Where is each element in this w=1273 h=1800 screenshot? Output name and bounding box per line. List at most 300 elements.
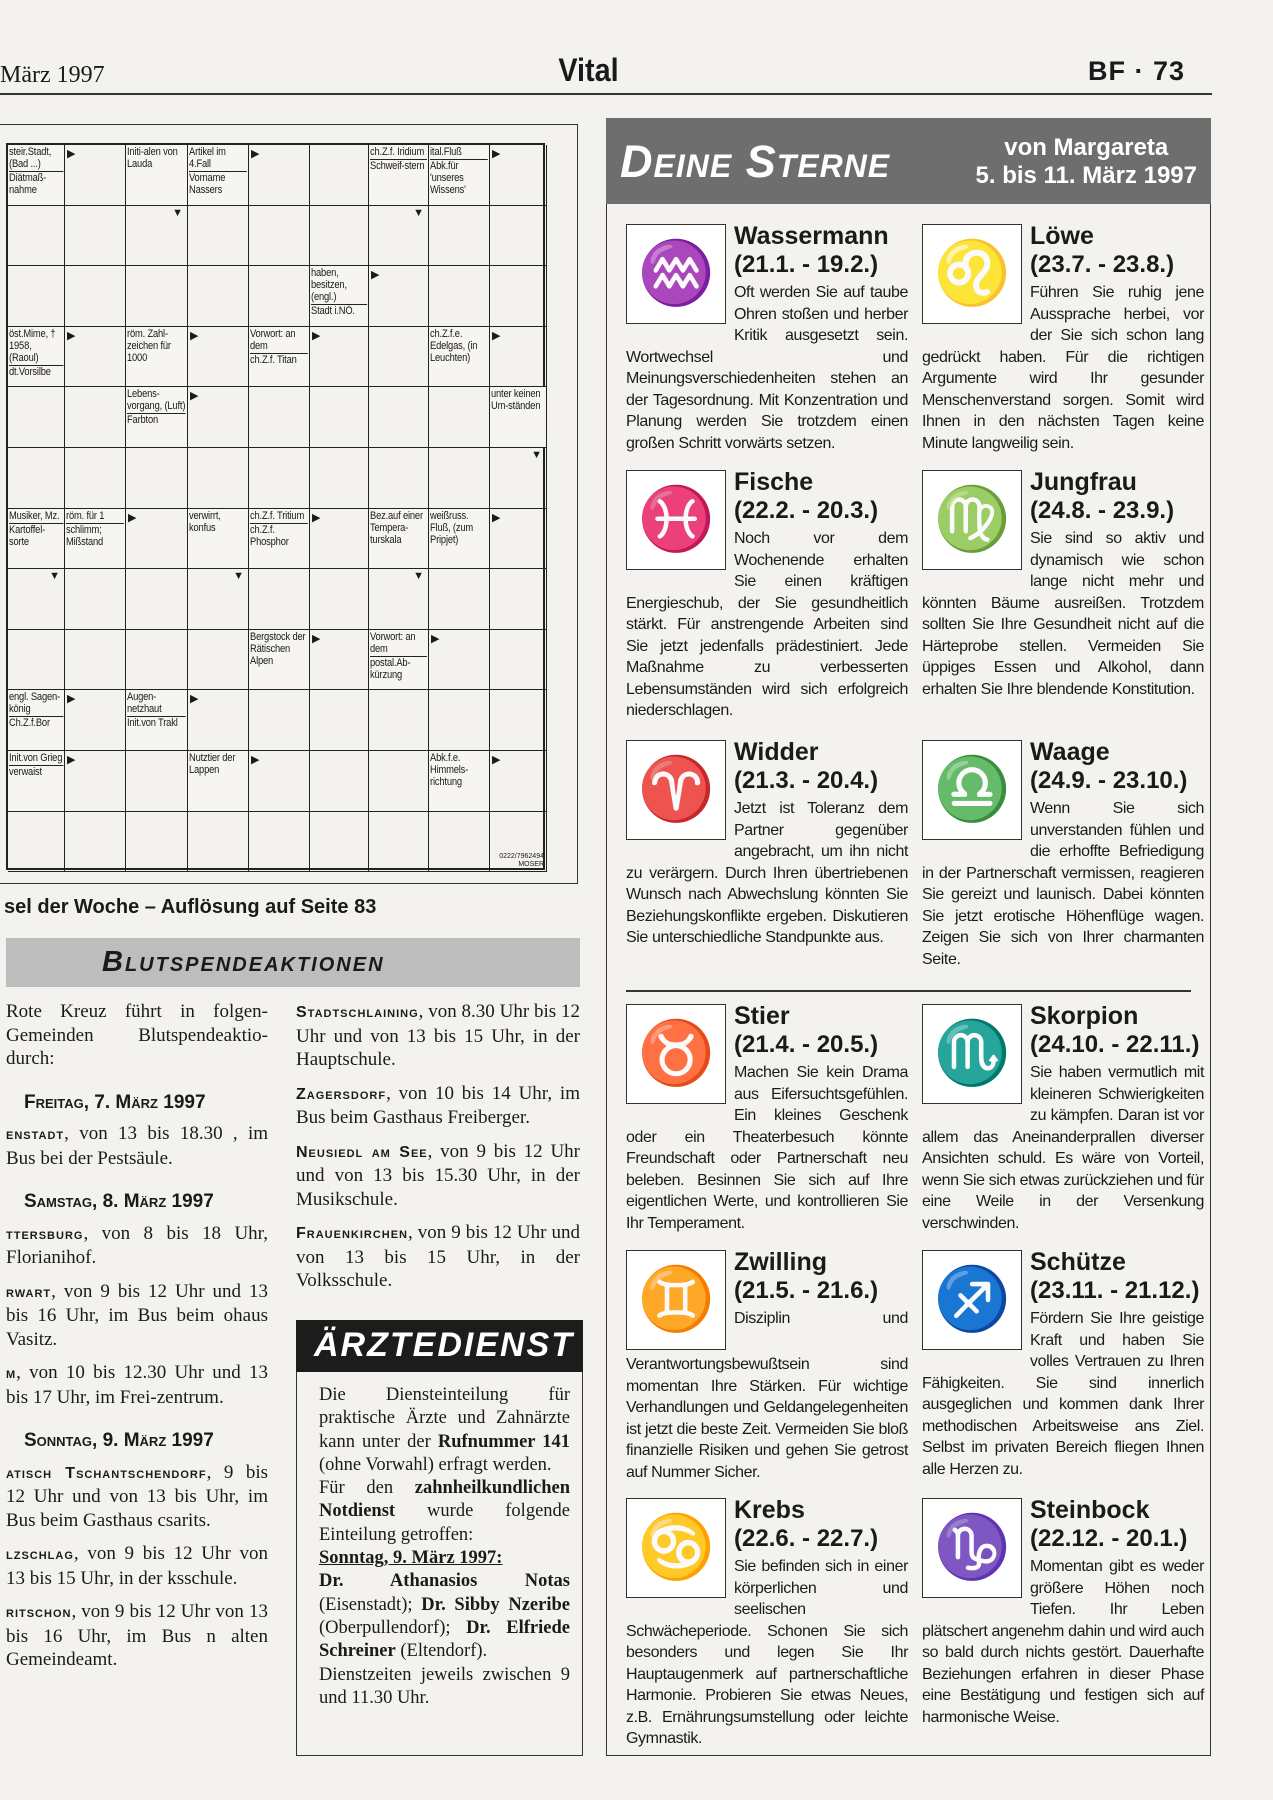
crossword-cell[interactable] xyxy=(188,448,249,509)
crossword-clue-cell[interactable] xyxy=(249,509,310,570)
sign-text: Momentan gibt es weder größere Höhen noch Tiefen. Ihr Leben plätschert angenehm dahin und wird auch so bald durch nichts gestört. Dauerhafte Beziehungen erfahren in dieser Phase eine Bestätigung und festigen sich auf harmonische Weise. xyxy=(922,1558,1204,1726)
crossword-cell[interactable] xyxy=(490,509,547,570)
crossword-clue: ch.Z.f. Iridium xyxy=(370,146,427,160)
sign-name: Wassermann xyxy=(734,222,889,250)
doctors-service-text xyxy=(319,1384,570,1710)
crossword-clue: unter keinen Um-ständen xyxy=(491,388,541,413)
entry-text: , von 10 bis 14 Uhr, im Bus beim Gasthaus Freiberger. xyxy=(296,1082,580,1128)
crossword-clue: Init.von Grieg xyxy=(9,752,63,764)
header-rule xyxy=(0,93,1212,95)
arrow-right-icon: ▶ xyxy=(251,148,260,160)
sign-text: Führen Sie ruhig jene Aussprache herbei, vor der Sie sich schon lang gedrückt haben. Für die richtigen Argumente wird Ihr gesunder Menschenverstand sorgen. Somit wird Ihnen in den nächsten Tagen keine Minute langweilig sein. xyxy=(922,284,1204,452)
arrow-right-icon: ▶ xyxy=(431,632,440,645)
clue-stack xyxy=(9,328,63,379)
crossword-clue: weißruss. Fluß, (zum Pripjet) xyxy=(430,509,473,546)
sign-dates: (22.6. - 22.7.) xyxy=(734,1525,879,1552)
clue-stack xyxy=(189,146,247,197)
crossword-cell[interactable] xyxy=(369,448,429,509)
sign-dates: (24.9. - 23.10.) xyxy=(1030,767,1188,794)
place-name: rwart xyxy=(6,1283,52,1301)
crossword-cell[interactable] xyxy=(310,387,369,448)
crossword-cell[interactable] xyxy=(126,569,188,630)
crossword-clue-cell[interactable] xyxy=(188,145,249,206)
credit-line: 0222/7962494 xyxy=(499,853,544,861)
crossword-cell[interactable] xyxy=(249,145,310,206)
crossword-clue: Lebens-vorgang, (Luft) xyxy=(127,388,186,413)
arrow-right-icon: ▶ xyxy=(312,511,321,524)
horoscope-steinbock xyxy=(922,1496,1204,1728)
clue-stack xyxy=(370,510,427,547)
place-name: enstadt xyxy=(6,1126,65,1143)
donation-entry xyxy=(6,1000,268,1071)
crossword-cell[interactable] xyxy=(249,448,310,509)
crossword-cell[interactable] xyxy=(490,812,547,873)
crossword-clue: ch.Z.f.e. Edelgas, (in Leuchten) xyxy=(430,327,478,364)
crossword-cell[interactable] xyxy=(369,812,429,873)
sign-dates: (21.3. - 20.4.) xyxy=(734,767,879,794)
crossword-cell[interactable] xyxy=(310,145,369,206)
sign-dates: (24.8. - 23.9.) xyxy=(1030,497,1175,524)
crossword-clue: Schweif-stern xyxy=(370,160,425,172)
blood-donation-title: Blutspendeaktionen xyxy=(102,946,385,978)
crossword-clue: Musiker, Mz. xyxy=(9,510,63,524)
crossword-cell[interactable] xyxy=(188,387,249,448)
clue-stack xyxy=(127,146,186,171)
blood-donation-left-column xyxy=(6,1000,268,1682)
arrow-right-icon: ▶ xyxy=(251,754,260,766)
crossword-cell[interactable] xyxy=(65,630,126,691)
crossword-clue: röm. für 1 xyxy=(66,510,124,524)
crossword-clue: ch.Z.f. Tritium xyxy=(250,510,308,524)
aquarius-icon: ♒ xyxy=(626,224,726,324)
crossword-cell[interactable] xyxy=(65,327,126,388)
entry-text: , von 8.30 Uhr bis 12 Uhr und von 13 bis 15 Uhr, in der Hauptschule. xyxy=(296,1001,580,1070)
crossword-cell[interactable] xyxy=(8,266,65,327)
crossword-cell[interactable] xyxy=(65,206,126,267)
crossword-clue: Abk.f.e. Himmels-richtung xyxy=(430,752,469,788)
clue-stack xyxy=(189,510,247,535)
crossword-clue-cell[interactable] xyxy=(249,630,310,691)
crossword-cell[interactable] xyxy=(8,812,65,873)
day-heading: Sonntag, 9. März 1997 xyxy=(24,1430,214,1451)
arrow-down-icon: ▼ xyxy=(413,570,424,583)
donation-entry xyxy=(6,1542,268,1590)
crossword-cell[interactable] xyxy=(429,206,490,267)
crossword-clue-cell[interactable] xyxy=(429,751,490,812)
crossword-clue-cell[interactable] xyxy=(369,145,429,206)
crossword-clue-cell[interactable] xyxy=(429,327,490,388)
crossword-clue-cell[interactable] xyxy=(8,690,65,751)
crossword-cell[interactable] xyxy=(249,812,310,873)
entry-text: , 9 bis 12 Uhr und von 13 bis Uhr, im Bus beim Gasthaus csarits. xyxy=(6,1461,268,1531)
entry-text: , von 8 bis 18 Uhr, Florianihof. xyxy=(6,1222,268,1268)
crossword-clue-cell[interactable] xyxy=(65,509,126,570)
period: 5. bis 11. März 1997 xyxy=(975,162,1197,189)
clue-stack xyxy=(430,328,488,365)
arrow-right-icon: ▶ xyxy=(492,511,501,524)
text: (ohne Vorwahl) erfragt werden. xyxy=(319,1454,552,1475)
crossword-clue: Initi-alen von Lauda xyxy=(127,146,178,170)
crossword-clue-cell[interactable] xyxy=(8,327,65,388)
crossword-grid xyxy=(6,143,545,870)
sign-name: Skorpion xyxy=(1030,1002,1139,1030)
donation-entry xyxy=(296,1221,580,1293)
crossword-cell[interactable] xyxy=(369,751,429,812)
page-number: BF · 73 xyxy=(1088,56,1186,86)
sign-name: Löwe xyxy=(1030,222,1094,250)
arrow-right-icon: ▶ xyxy=(190,693,199,706)
blood-donation-right-column xyxy=(296,1000,580,1303)
place-name: m xyxy=(6,1365,17,1382)
entry-text: , von 9 bis 12 Uhr und von 13 bis 15 Uhr, in der Volksschule. xyxy=(296,1222,580,1291)
sign-name: Steinbock xyxy=(1030,1496,1150,1524)
horoscope-skorpion xyxy=(922,1002,1204,1234)
sign-name: Jungfrau xyxy=(1030,468,1137,496)
sign-dates: (21.1. - 19.2.) xyxy=(734,251,879,278)
entry-text: , von 13 bis 18.30 , im Bus bei der Pestsäule. xyxy=(6,1123,268,1169)
clue-stack xyxy=(370,631,427,682)
sign-name: Waage xyxy=(1030,738,1110,766)
crossword-clue: Augen-netzhaut xyxy=(127,691,186,717)
crossword-cell[interactable] xyxy=(310,509,369,570)
crossword-cell[interactable] xyxy=(249,387,310,448)
credit-line: MOSER xyxy=(518,861,544,869)
donation-entry xyxy=(6,1222,268,1270)
arrow-right-icon: ▶ xyxy=(67,148,76,160)
clue-stack xyxy=(311,267,367,318)
sign-text: Sie befinden sich in einer körperlichen und seelischen Schwächeperiode. Schonen Sie sich besonders und legen Sie Ihr Hauptaugenmerk auf partnerschaftliche Harmonie. Probieren Sie etwas Neues, z.B. Ernährungsumstellung oder leichte Gymnastik. xyxy=(626,1558,908,1747)
crossword-cell[interactable] xyxy=(429,387,490,448)
sign-text: Machen Sie kein Drama aus Eifersuchtsgefühlen. Ein kleines Geschenk oder ein Theaterbesuch könnte Freundschaft oder Partnerschaft neu beleben. Besinnen Sie sich auf Ihre eigentlichen Werte, und kontrollieren Sie Ihr Temperament. xyxy=(626,1064,908,1232)
crossword-clue: postal.Ab-kürzung xyxy=(370,656,411,681)
cancer-icon: ♋ xyxy=(626,1498,726,1598)
crossword-cell[interactable] xyxy=(310,327,369,388)
clue-stack xyxy=(430,146,488,197)
crossword-cell[interactable] xyxy=(429,812,490,873)
horoscope-krebs xyxy=(626,1496,908,1750)
entry-text: , von 9 bis 12 Uhr von 13 bis 16 Uhr, im Bus n alten Gemeindeamt. xyxy=(6,1601,268,1670)
donation-entry xyxy=(6,1461,268,1533)
clue-stack xyxy=(9,691,63,730)
crossword-clue: Diätmaß-nahme xyxy=(9,172,47,196)
divider xyxy=(626,990,1191,992)
place-name: atisch Tschantschendorf xyxy=(6,1464,207,1482)
horoscope-löwe xyxy=(922,222,1204,454)
place-name: Neusiedl am See xyxy=(296,1143,428,1161)
donation-entry xyxy=(296,1000,580,1072)
crossword-clue: steir.Stadt, (Bad ...) xyxy=(9,146,63,172)
crossword-cell[interactable] xyxy=(429,266,490,327)
crossword-clue-cell[interactable] xyxy=(490,387,547,448)
crossword-cell[interactable] xyxy=(188,266,249,327)
donation-entry xyxy=(6,1122,268,1170)
crossword-cell[interactable] xyxy=(310,812,369,873)
entry-text: , von 10 bis 12.30 Uhr und 13 bis 17 Uhr, im Frei-zentrum. xyxy=(6,1362,268,1408)
horoscope-byline xyxy=(976,134,1197,190)
sign-name: Stier xyxy=(734,1002,790,1030)
text-bold: zahnheilkundlichen Notdienst xyxy=(319,1478,570,1522)
crossword-caption: sel der Woche – Auflösung auf Seite 83 xyxy=(4,896,377,918)
crossword-cell[interactable] xyxy=(369,690,429,751)
crossword-cell[interactable] xyxy=(188,690,249,751)
horoscope-waage xyxy=(922,738,1204,970)
place-name: ttersburg xyxy=(6,1225,84,1243)
place-name: ritschon xyxy=(6,1604,72,1621)
entry-text: Rote Kreuz führt in folgen- Gemeinden Blutspendeaktio- durch: xyxy=(6,1001,268,1069)
arrow-right-icon: ▶ xyxy=(492,329,501,342)
crossword-cell[interactable] xyxy=(490,266,547,327)
crossword-cell[interactable] xyxy=(126,812,188,873)
doctor-name: Dr. Sibby Nzeribe xyxy=(421,1594,570,1615)
crossword-cell[interactable] xyxy=(429,448,490,509)
crossword-cell[interactable] xyxy=(490,448,547,509)
crossword-cell[interactable] xyxy=(310,630,369,691)
arrow-right-icon: ▶ xyxy=(190,329,199,342)
crossword-cell[interactable] xyxy=(65,145,126,206)
crossword-clue: haben, besitzen, (engl.) xyxy=(311,267,367,305)
crossword-clue: Bergstock der Rätischen Alpen xyxy=(250,630,306,667)
crossword-clue: öst.Mime, † 1958, (Raoul) xyxy=(9,328,63,366)
sign-text: Jetzt ist Toleranz dem Partner gegenüber angebracht, um ihn nicht zu verärgern. Durch Ihren übertriebenen Wunsch nach Abwechslung könnten Sie Beziehungskonflikte ergeben. Diskutieren Sie unterschiedliche Standpunkte aus. xyxy=(626,800,908,946)
crossword-cell[interactable] xyxy=(310,448,369,509)
crossword-cell[interactable] xyxy=(310,751,369,812)
crossword-cell[interactable] xyxy=(249,266,310,327)
crossword-cell[interactable] xyxy=(8,387,65,448)
crossword-clue: Nutztier der Lappen xyxy=(189,752,236,776)
place-name: Frauenkirchen xyxy=(296,1225,408,1242)
crossword-cell[interactable] xyxy=(369,569,429,630)
arrow-right-icon: ▶ xyxy=(312,329,321,342)
donation-entry xyxy=(296,1140,580,1212)
clue-stack xyxy=(9,146,63,197)
crossword-clue: Vorwort: an dem xyxy=(250,328,308,354)
place-name: lzschlag xyxy=(6,1546,74,1563)
crossword-clue: verwaist xyxy=(9,766,42,778)
clue-stack xyxy=(127,328,186,365)
crossword-cell[interactable] xyxy=(429,569,490,630)
service-date: Sonntag, 9. März 1997: xyxy=(319,1548,503,1569)
crossword-cell[interactable] xyxy=(490,751,547,812)
crossword-cell[interactable] xyxy=(65,690,126,751)
doctor-place: (Oberpullendorf); xyxy=(319,1617,467,1638)
clue-stack xyxy=(189,752,247,777)
crossword-clue: Bez.auf einer Tempera-turskala xyxy=(370,509,423,546)
crossword-cell[interactable] xyxy=(369,266,429,327)
crossword-credit xyxy=(499,853,544,869)
crossword-clue-cell[interactable] xyxy=(126,387,188,448)
author: von Margareta xyxy=(1004,134,1169,161)
crossword-cell[interactable] xyxy=(65,569,126,630)
taurus-icon: ♉ xyxy=(626,1004,726,1104)
crossword-clue-cell[interactable] xyxy=(369,630,429,691)
crossword-cell[interactable] xyxy=(429,630,490,691)
sign-text: Sie haben vermutlich mit kleineren Schwierigkeiten zu kämpfen. Daran ist vor allem das Aneinanderprallen diverser Ansichten schuld. Es wäre von Vorteil, wenn Sie sich etwas zurückziehen und für eine Weile in der Versenkung verschwinden. xyxy=(922,1064,1204,1232)
horoscope-stier xyxy=(626,1002,908,1234)
horoscope-wassermann xyxy=(626,222,908,454)
doctor-place: (Eltendorf). xyxy=(395,1641,488,1662)
crossword-cell[interactable] xyxy=(126,630,188,691)
crossword-cell[interactable] xyxy=(65,387,126,448)
arrow-right-icon: ▶ xyxy=(190,390,199,403)
crossword-cell[interactable] xyxy=(490,145,547,206)
crossword-cell[interactable] xyxy=(490,327,547,388)
clue-stack xyxy=(430,510,488,547)
crossword-clue: Init.von Trakl xyxy=(127,717,178,730)
sign-text: Disziplin und Verantwortungsbewußtsein sind momentan Ihre Stärken. Für wichtige Verhandlungen und Geldangelegenheiten ist jetzt die beste Zeit. Vermeiden Sie bloß finanzielle Risiken und gehen Sie getrost auf Nummer Sicher. xyxy=(626,1310,908,1481)
place-name: Stadtschlaining xyxy=(296,1004,419,1021)
crossword-cell[interactable] xyxy=(126,751,188,812)
text: Für den xyxy=(319,1478,415,1499)
service-hours: Dienstzeiten jeweils zwischen 9 und 11.30 Uhr. xyxy=(319,1664,570,1708)
crossword-cell[interactable] xyxy=(369,387,429,448)
virgo-icon: ♍ xyxy=(922,470,1022,570)
arrow-right-icon: ▶ xyxy=(67,693,76,706)
crossword-cell[interactable] xyxy=(249,569,310,630)
crossword-cell[interactable] xyxy=(8,630,65,691)
phone-number: Rufnummer 141 xyxy=(437,1431,570,1452)
sign-dates: (22.12. - 20.1.) xyxy=(1030,1525,1188,1552)
crossword-cell[interactable] xyxy=(249,751,310,812)
arrow-right-icon: ▶ xyxy=(67,754,76,766)
arrow-right-icon: ▶ xyxy=(128,511,137,524)
crossword-clue-cell[interactable] xyxy=(8,509,65,570)
sign-dates: (22.2. - 20.3.) xyxy=(734,497,879,524)
crossword-cell[interactable] xyxy=(188,206,249,267)
sign-name: Widder xyxy=(734,738,819,766)
crossword-cell[interactable] xyxy=(188,569,249,630)
crossword-cell[interactable] xyxy=(126,509,188,570)
crossword-cell[interactable] xyxy=(310,206,369,267)
crossword-cell[interactable] xyxy=(369,327,429,388)
crossword-clue: ch.Z.f. Phosphor xyxy=(250,523,289,548)
crossword-cell[interactable] xyxy=(249,206,310,267)
crossword-clue: Stadt i.NÖ. xyxy=(311,305,355,318)
sign-name: Zwilling xyxy=(734,1248,828,1276)
crossword-cell[interactable] xyxy=(249,690,310,751)
text: wurde folgende Einteilung getroffen: xyxy=(319,1501,570,1545)
crossword-cell[interactable] xyxy=(188,630,249,691)
crossword-clue-cell[interactable] xyxy=(8,751,65,812)
sign-dates: (23.11. - 21.12.) xyxy=(1030,1277,1200,1304)
donation-entry xyxy=(6,1280,268,1352)
arrow-down-icon: ▼ xyxy=(531,449,542,461)
crossword-cell[interactable] xyxy=(490,690,547,751)
entry-text: , von 9 bis 12 Uhr und 13 bis 16 Uhr, im Bus beim ohaus Vasitz. xyxy=(6,1280,268,1350)
crossword-clue-cell[interactable] xyxy=(429,509,490,570)
sign-name: Schütze xyxy=(1030,1248,1126,1276)
crossword-cell[interactable] xyxy=(65,448,126,509)
crossword-cell[interactable] xyxy=(65,266,126,327)
clue-stack xyxy=(430,752,488,789)
doctor-name: Dr. Elfriede Schreiner xyxy=(319,1617,570,1662)
aries-icon: ♈ xyxy=(626,740,726,840)
crossword-cell[interactable] xyxy=(490,206,547,267)
crossword-cell[interactable] xyxy=(490,630,547,691)
crossword-cell[interactable] xyxy=(8,569,65,630)
horoscope-zwilling xyxy=(626,1248,908,1483)
sign-name: Krebs xyxy=(734,1496,805,1524)
arrow-right-icon: ▶ xyxy=(492,148,501,160)
arrow-down-icon: ▼ xyxy=(233,570,244,583)
section-title: Vital xyxy=(558,52,619,88)
crossword-cell[interactable] xyxy=(188,812,249,873)
crossword-cell[interactable] xyxy=(126,266,188,327)
sign-text: Wenn Sie sich unverstanden fühlen und die erhoffte Befriedigung in der Partnerschaft vermissen, reagieren Sie gereizt und launisch. Dabei könnten Sie jetzt erotische Höhenflüge wagen. Zeigen Sie sich von Ihrer charmanten Seite. xyxy=(922,800,1204,968)
day-heading: Freitag, 7. März 1997 xyxy=(24,1091,206,1113)
day-heading: Samstag, 8. März 1997 xyxy=(24,1191,214,1212)
crossword-clue: röm. Zahl-zeichen für 1000 xyxy=(127,327,171,364)
arrow-down-icon: ▼ xyxy=(49,570,60,583)
horoscope-widder xyxy=(626,738,908,949)
sign-dates: (21.5. - 21.6.) xyxy=(734,1277,879,1304)
doctor-place: (Eisenstadt); xyxy=(319,1594,422,1615)
crossword-cell[interactable] xyxy=(126,448,188,509)
crossword-clue: Vorname Nassers xyxy=(189,172,226,196)
crossword-cell[interactable] xyxy=(65,812,126,873)
crossword-clue: ital.Fluß xyxy=(430,146,488,160)
crossword-cell[interactable] xyxy=(126,206,188,267)
crossword-cell[interactable] xyxy=(65,751,126,812)
crossword-clue-cell[interactable] xyxy=(126,690,188,751)
place-name: Zagersdorf xyxy=(296,1085,387,1103)
horoscope-jungfrau xyxy=(922,468,1204,700)
crossword-clue-cell[interactable] xyxy=(310,266,369,327)
arrow-down-icon: ▼ xyxy=(172,206,183,219)
capricorn-icon: ♑ xyxy=(922,1498,1022,1598)
doctors-service-title: ÄRZTEDIENST xyxy=(296,1320,583,1372)
crossword-clue: Kartoffel-sorte xyxy=(9,523,46,548)
crossword-clue-cell[interactable] xyxy=(126,145,188,206)
crossword-clue: schlimm; Mißstand xyxy=(66,523,104,548)
crossword-clue-cell[interactable] xyxy=(369,509,429,570)
crossword-clue: dt.Vorsilbe xyxy=(9,365,51,378)
text: Die Diensteinteilung für praktische Ärzte und Zahnärzte kann unter der xyxy=(319,1385,570,1452)
crossword-clue-cell[interactable] xyxy=(249,327,310,388)
crossword-cell[interactable] xyxy=(8,206,65,267)
pisces-icon: ♓ xyxy=(626,470,726,570)
sign-text: Oft werden Sie auf taube Ohren stoßen und herber Kritik ausgesetzt sein. Wortwechsel und Meinungsverschiedenheiten stehen an der Tagesordnung. Mit Konzentration und Planung werden Sie trotzdem einen großen Schritt vorwärts setzen. xyxy=(626,284,908,452)
crossword-cell[interactable] xyxy=(490,569,547,630)
arrow-right-icon: ▶ xyxy=(312,632,321,645)
crossword-clue-cell[interactable] xyxy=(126,327,188,388)
crossword-clue-cell[interactable] xyxy=(188,509,249,570)
clue-stack xyxy=(250,510,308,549)
crossword-clue-cell[interactable] xyxy=(8,145,65,206)
arrow-right-icon: ▶ xyxy=(67,329,76,342)
clue-stack xyxy=(250,631,308,668)
crossword-cell[interactable] xyxy=(8,448,65,509)
sign-text: Sie sind so aktiv und dynamisch wie schon lange nicht mehr und könnten Bäume ausreißen. Trotzdem sollten Sie Ihre Gesundheit nicht auf die Härteprobe stellen. Vermeiden Sie üppiges Essen und Alkohol, dann erhalten Sie Ihre blendende Konstitution. xyxy=(922,530,1204,698)
crossword-cell[interactable] xyxy=(429,690,490,751)
crossword-clue-cell[interactable] xyxy=(429,145,490,206)
crossword-cell[interactable] xyxy=(310,690,369,751)
donation-entry xyxy=(6,1600,268,1672)
arrow-right-icon: ▶ xyxy=(492,754,501,766)
crossword-cell[interactable] xyxy=(369,206,429,267)
sign-dates: (21.4. - 20.5.) xyxy=(734,1031,879,1058)
crossword-clue-cell[interactable] xyxy=(188,751,249,812)
gemini-icon: ♊ xyxy=(626,1250,726,1350)
clue-stack xyxy=(9,752,63,779)
donation-entry xyxy=(296,1082,580,1130)
clue-stack xyxy=(127,691,186,730)
horoscope-schütze xyxy=(922,1248,1204,1480)
arrow-right-icon: ▶ xyxy=(371,269,380,282)
crossword-cell[interactable] xyxy=(310,569,369,630)
crossword-cell[interactable] xyxy=(188,327,249,388)
arrow-down-icon: ▼ xyxy=(413,206,424,219)
blood-donation-banner xyxy=(6,938,580,987)
